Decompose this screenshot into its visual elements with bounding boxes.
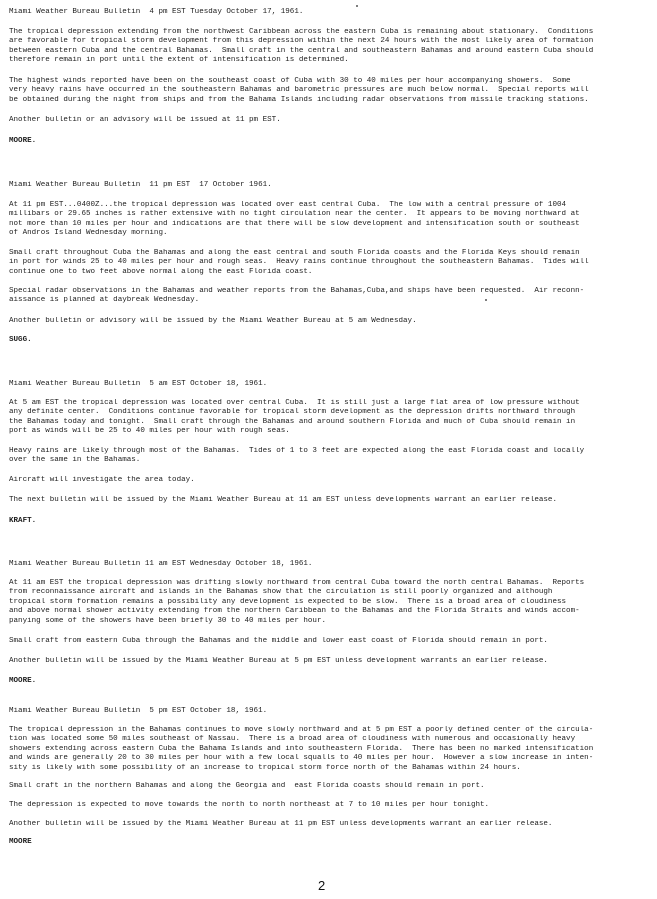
text-line: and above normal shower activity extending from the northern Caribbean to the Bahamas and the Florida Straits and winds accom-: [9, 607, 580, 616]
bulletin-paragraph: [9, 801, 651, 810]
bulletin-paragraph: [9, 726, 651, 773]
bulletin-header-text: Miami Weather Bureau Bulletin 4 pm EST Tuesday October 17, 1961.: [9, 8, 304, 16]
scan-speck: [356, 5, 358, 7]
text-line: panying some of the showers have been briefly 30 to 40 miles per hour.: [9, 616, 327, 625]
text-line: sity is likely with some possibility of an increase to tropical storm force north of the Bahamas within 24 hours.: [9, 763, 521, 772]
bulletin-paragraph: [9, 399, 651, 437]
bulletin-paragraph: [9, 579, 651, 626]
text-line: The next bulletin will be issued by the Miami Weather Bureau at 11 am EST unless developments warrant an earlier release.: [9, 496, 557, 504]
text-line: Another bulletin will be issued by the Miami Weather Bureau at 11 pm EST unless developments warrant an earlier release.: [9, 820, 553, 828]
forecaster-signature: KRAFT.: [9, 517, 37, 525]
bulletin-paragraph: [9, 820, 651, 829]
text-line: port as winds will be 25 to 40 miles per hour with rough seas.: [9, 427, 290, 436]
bulletin-header: [9, 707, 651, 716]
text-line: Aircraft will investigate the area today.: [9, 476, 195, 484]
text-line: tion was located some 50 miles southeast of Nassau. There is a broad area of cloudiness with numerous and occasionally heavy: [9, 735, 576, 744]
bulletin-header: [9, 560, 651, 569]
text-line: therefore remain in port until the extent of intensification is determined.: [9, 56, 349, 65]
text-line: the Bahamas today and tonight. Small craft through the Bahamas and around southern Florida and much of Cuba should remain in: [9, 417, 576, 426]
bulletin-paragraph: [9, 637, 651, 646]
text-line: Small craft in the northern Bahamas and along the Georgia and east Florida coasts should remain in port.: [9, 782, 485, 790]
bulletin-paragraph: [9, 201, 651, 239]
bulletin-header-text: Miami Weather Bureau Bulletin 11 pm EST 17 October 1961.: [9, 181, 272, 189]
bulletin-header: [9, 380, 651, 389]
text-line: over the same in the Bahamas.: [9, 456, 141, 465]
text-line: Another bulletin or an advisory will be issued at 11 pm EST.: [9, 116, 281, 124]
text-line: At 5 am EST the tropical depression was located over central Cuba. It is still just a large flat area of low pressure without: [9, 399, 580, 407]
text-line: and winds are generally 20 to 30 miles per hour with a few local squalls to 40 miles per hour. However a slow increase in inten-: [9, 754, 594, 763]
bulletin-paragraph: [9, 249, 651, 277]
forecaster-signature: MOORE: [9, 838, 32, 846]
bulletin-paragraph: [9, 657, 651, 666]
bulletin-paragraph: [9, 782, 651, 791]
bulletin-header-text: Miami Weather Bureau Bulletin 5 am EST October 18, 1961.: [9, 380, 268, 388]
text-line: Another bulletin will be issued by the Miami Weather Bureau at 5 pm EST unless development warrants an earlier release.: [9, 657, 548, 665]
text-line: The tropical depression in the Bahamas continues to move slowly northward and at 5 pm EST a poorly defined center of the circula-: [9, 726, 594, 734]
bulletin-paragraph: [9, 476, 651, 485]
bulletin-header: [9, 8, 651, 17]
text-line: Heavy rains are likely through most of the Bahamas. Tides of 1 to 3 feet are expected along the east Florida coast and locally: [9, 447, 585, 455]
bulletin-paragraph: [9, 77, 651, 105]
text-line: in port for winds 25 to 40 miles per hour and rough seas. Heavy rains continue throughout the southeastern Bahamas. Tides will: [9, 258, 589, 267]
text-line: aissance is planned at daybreak Wednesday.: [9, 296, 200, 305]
text-line: The depression is expected to move towards the north to north northeast at 7 to 10 miles per hour tonight.: [9, 801, 490, 809]
text-line: Small craft from eastern Cuba through the Bahamas and the middle and lower east coast of Florida should remain in port.: [9, 637, 548, 645]
text-line: not more than 10 miles per hour and indications are that there will be slow development and intensification south or southeast: [9, 219, 580, 228]
bulletin-paragraph: [9, 317, 651, 326]
bulletin-paragraph: [9, 447, 651, 466]
bulletin-header-text: Miami Weather Bureau Bulletin 11 am EST Wednesday October 18, 1961.: [9, 560, 313, 568]
text-line: be obtained during the night from ships and from the Bahama Islands including radar observations from missile tracking stations.: [9, 95, 589, 104]
bulletin-header-text: Miami Weather Bureau Bulletin 5 pm EST October 18, 1961.: [9, 707, 268, 715]
bulletin-header: [9, 181, 651, 190]
text-line: At 11 am EST the tropical depression was drifting slowly northward from central Cuba toward the north central Bahamas. Reports: [9, 579, 585, 587]
text-line: Another bulletin or advisory will be issued by the Miami Weather Bureau at 5 am Wednesday.: [9, 317, 417, 325]
text-line: any definite center. Conditions continue favorable for tropical storm development as the depression drifts northward through: [9, 408, 576, 417]
page-number: 2: [318, 878, 326, 893]
text-line: from reconnaissance aircraft and islands in the Bahamas show that the circulation is still poorly organized and although: [9, 588, 553, 597]
text-line: are favorable for tropical storm development from this depression within the next 24 hours with the most likely area of formation: [9, 37, 594, 46]
bulletin-paragraph: [9, 496, 651, 505]
text-line: The highest winds reported have been on the southeast coast of Cuba with 30 to 40 miles per hour accompanying showers. Some: [9, 77, 571, 85]
bulletin-paragraph: [9, 28, 651, 66]
text-line: The tropical depression extending from the northwest Caribbean across the eastern Cuba is remaining about stationary. Conditions: [9, 28, 594, 36]
text-line: of Andros Island Wednesday morning.: [9, 229, 168, 238]
text-line: At 11 pm EST...0400Z...the tropical depression was located over east central Cuba. The low with a central pressure of 1004: [9, 201, 567, 209]
forecaster-signature: MOORE.: [9, 137, 37, 145]
text-line: continue one to two feet above normal along the east Florida coast.: [9, 267, 313, 276]
text-line: tropical storm formation remains a possibility any development is expected to be slow. There is a broad area of cloudiness: [9, 597, 567, 606]
text-line: Small craft throughout Cuba the Bahamas and along the east central and south Florida coasts and the Florida Keys should remain: [9, 249, 580, 257]
text-line: showers extending across eastern Cuba the Bahama Islands and into southeastern Florida. There has been no marked intensification: [9, 744, 594, 753]
text-line: very heavy rains have occurred in the southeastern Bahamas and barometric pressures are much below normal. Special reports will: [9, 86, 589, 95]
text-line: millibars or 29.65 inches is rather extensive with no tight circulation near the center. It appears to be moving northward at: [9, 210, 580, 219]
text-line: between eastern Cuba and the central Bahamas. Small craft in the central and southeastern Bahamas and around eastern Cuba should: [9, 46, 594, 55]
forecaster-signature: SUGG.: [9, 336, 32, 344]
bulletin-paragraph: [9, 116, 651, 125]
bulletin-paragraph: [9, 287, 651, 306]
forecaster-signature: MOORE.: [9, 677, 37, 685]
text-line: Special radar observations in the Bahamas and weather reports from the Bahamas,Cuba,and ships have been requested. Air reconn-: [9, 287, 585, 295]
